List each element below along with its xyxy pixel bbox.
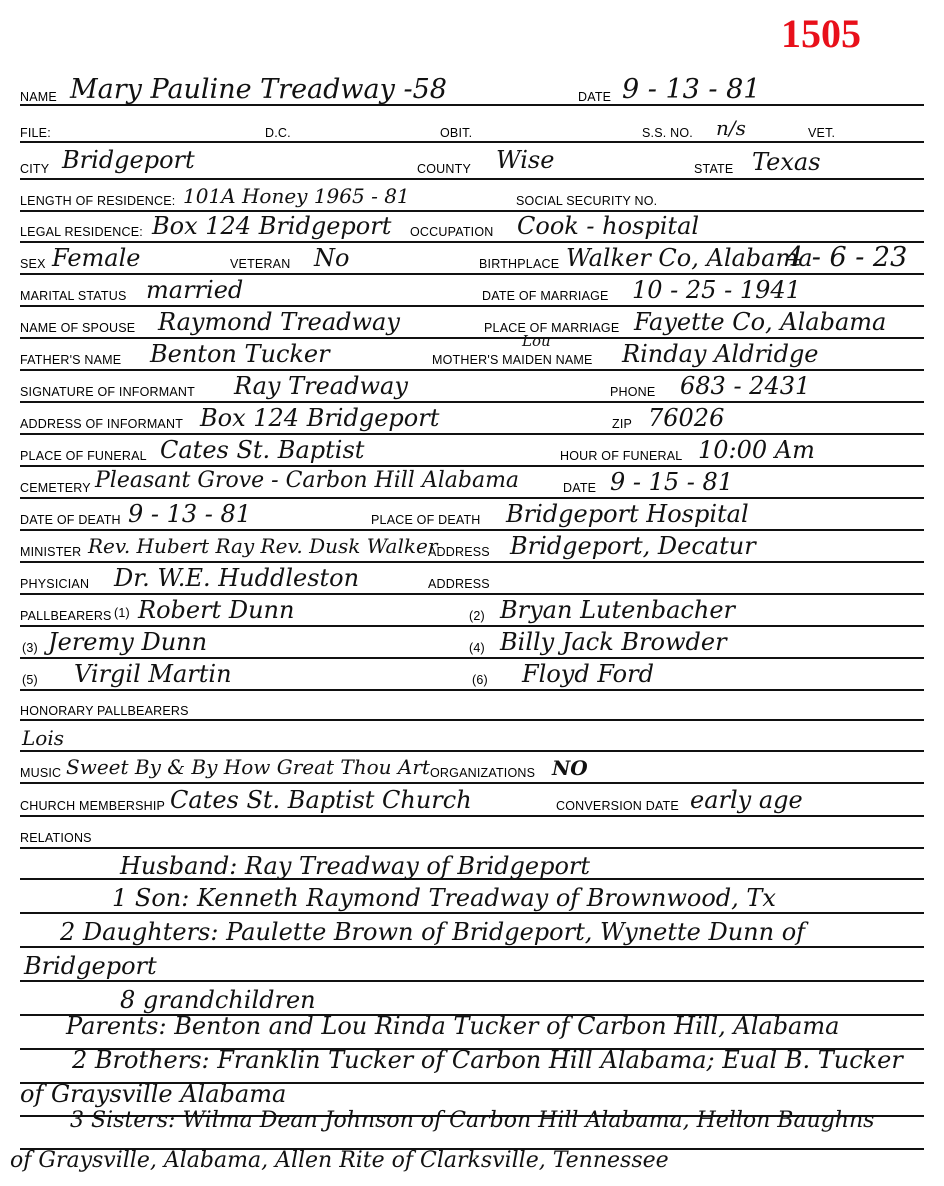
value-birthplace: Walker Co, Alabama — [566, 244, 813, 272]
label-place-of-marriage: PLACE OF MARRIAGE — [484, 321, 620, 335]
value-pallbearer-6: Floyd Ford — [522, 660, 654, 688]
value-pallbearer-3: Jeremy Dunn — [48, 628, 208, 656]
label-pallbearer-2: (2) — [469, 609, 485, 623]
relations-line: of Graysville, Alabama, Allen Rite of Clarksville, Tennessee — [10, 1148, 669, 1173]
label-pallbearers: PALLBEARERS — [20, 609, 112, 623]
label-vet: VET. — [808, 126, 836, 140]
label-hour-of-funeral: HOUR OF FUNERAL — [560, 449, 683, 463]
relations-line: 1 Son: Kenneth Raymond Treadway of Brownwood, Tx — [112, 884, 776, 912]
value-hour-of-funeral: 10:00 Am — [698, 436, 815, 464]
value-phone: 683 - 2431 — [680, 372, 811, 400]
label-date-cemetery: DATE — [563, 481, 597, 495]
form-rule — [20, 529, 924, 531]
label-file: FILE: — [20, 126, 51, 140]
label-fathers-name: FATHER'S NAME — [20, 353, 122, 367]
value-date: 9 - 13 - 81 — [622, 74, 761, 105]
value-city: Bridgeport — [62, 146, 195, 174]
label-mothers-maiden-name: MOTHER'S MAIDEN NAME — [432, 353, 593, 367]
value-conversion-date: early age — [690, 786, 803, 814]
value-date-of-marriage: 10 - 25 - 1941 — [632, 276, 801, 304]
value-organizations: NO — [552, 756, 588, 780]
label-state: STATE — [694, 162, 734, 176]
form-rule — [20, 782, 924, 784]
form-rule — [20, 561, 924, 563]
label-address-minister: ADDRESS — [428, 545, 490, 559]
label-honorary-pallbearers: HONORARY PALLBEARERS — [20, 704, 189, 718]
label-church-membership: CHURCH MEMBERSHIP — [20, 799, 166, 813]
value-state: Texas — [752, 148, 821, 176]
label-occupation: OCCUPATION — [410, 225, 494, 239]
value-place-of-marriage: Fayette Co, Alabama — [634, 308, 887, 336]
form-rule — [20, 657, 924, 659]
value-place-of-death: Bridgeport Hospital — [506, 500, 749, 528]
form-rule — [20, 497, 924, 499]
label-place-of-funeral: PLACE OF FUNERAL — [20, 449, 147, 463]
label-name-of-spouse: NAME OF SPOUSE — [20, 321, 136, 335]
value-pallbearer-5: Virgil Martin — [74, 660, 232, 688]
label-pallbearer-5: (5) — [22, 673, 38, 687]
value-marital-status: married — [146, 276, 244, 304]
form-rule — [20, 305, 924, 307]
form-rule — [20, 141, 924, 143]
value-birth-date: 4 - 6 - 23 — [786, 242, 908, 273]
value-pallbearer-1: Robert Dunn — [138, 596, 295, 624]
value-address-minister: Bridgeport, Decatur — [510, 532, 756, 560]
label-physician: PHYSICIAN — [20, 577, 90, 591]
value-music: Sweet By & By How Great Thou Art — [66, 755, 430, 779]
label-city: CITY — [20, 162, 50, 176]
label-relations: RELATIONS — [20, 831, 92, 845]
value-minister: Rev. Hubert Ray Rev. Dusk Walker — [88, 534, 438, 558]
form-rule — [20, 433, 924, 435]
relations-line: Husband: Ray Treadway of Bridgeport — [120, 852, 591, 880]
form-rule — [20, 912, 924, 914]
label-cemetery: CEMETERY — [20, 481, 91, 495]
value-name-of-spouse: Raymond Treadway — [158, 308, 400, 336]
label-length-residence: LENGTH OF RESIDENCE: — [20, 194, 176, 208]
value-place-of-funeral: Cates St. Baptist — [160, 436, 365, 464]
label-date-of-death: DATE OF DEATH — [20, 513, 121, 527]
label-date-of-marriage: DATE OF MARRIAGE — [482, 289, 609, 303]
label-birthplace: BIRTHPLACE — [479, 257, 560, 271]
form-rule — [20, 815, 924, 817]
form-rule — [20, 337, 924, 339]
label-place-of-death: PLACE OF DEATH — [371, 513, 481, 527]
document-number: 1505 — [781, 11, 861, 56]
label-zip: ZIP — [612, 417, 633, 431]
form-rule — [20, 625, 924, 627]
form-rule — [20, 689, 924, 691]
label-phone: PHONE — [610, 385, 656, 399]
label-pallbearer-1: (1) — [114, 606, 130, 620]
value-date-cemetery: 9 - 15 - 81 — [610, 468, 734, 496]
label-pallbearer-4: (4) — [469, 641, 485, 655]
label-date: DATE — [578, 90, 612, 104]
value-honorary-pallbearers: Lois — [22, 726, 64, 750]
label-pallbearer-6: (6) — [472, 673, 488, 687]
relations-line: 2 Brothers: Franklin Tucker of Carbon Hill Alabama; Eual B. Tucker — [72, 1046, 903, 1074]
value-legal-residence: Box 124 Bridgeport — [152, 212, 392, 240]
value-length-residence: 101A Honey 1965 - 81 — [183, 184, 410, 208]
label-veteran: VETERAN — [230, 257, 291, 271]
form-rule — [20, 980, 924, 982]
form-rule — [20, 719, 924, 721]
relations-line: 2 Daughters: Paulette Brown of Bridgeport, Wynette Dunn of — [60, 918, 806, 946]
value-mothers-maiden-name-note: Lou — [522, 332, 551, 350]
form-rule — [20, 401, 924, 403]
value-fathers-name: Benton Tucker — [150, 340, 330, 368]
form-rule — [20, 273, 924, 275]
value-sex: Female — [52, 244, 141, 272]
label-conversion-date: CONVERSION DATE — [556, 799, 679, 813]
value-church-membership: Cates St. Baptist Church — [170, 786, 472, 814]
form-rule — [20, 946, 924, 948]
label-ssno: S.S. NO. — [642, 126, 693, 140]
form-rule — [20, 750, 924, 752]
value-signature-informant: Ray Treadway — [234, 372, 408, 400]
label-name: NAME — [20, 90, 57, 104]
label-address-informant: ADDRESS OF INFORMANT — [20, 417, 184, 431]
form-rule — [20, 593, 924, 595]
form-rule — [20, 465, 924, 467]
label-music: MUSIC — [20, 766, 62, 780]
label-pallbearer-3: (3) — [22, 641, 38, 655]
label-obit: OBIT. — [440, 126, 473, 140]
label-signature-informant: SIGNATURE OF INFORMANT — [20, 385, 195, 399]
value-date-of-death: 9 - 13 - 81 — [128, 500, 252, 528]
value-occupation: Cook - hospital — [517, 212, 700, 240]
label-organizations: ORGANIZATIONS — [430, 766, 536, 780]
value-county: Wise — [496, 146, 555, 174]
value-mothers-maiden-name: Rinday Aldridge — [622, 340, 819, 368]
value-name: Mary Pauline Treadway -58 — [70, 74, 447, 105]
label-marital-status: MARITAL STATUS — [20, 289, 127, 303]
value-zip: 76026 — [648, 404, 725, 432]
label-legal-residence: LEGAL RESIDENCE: — [20, 225, 143, 239]
label-minister: MINISTER — [20, 545, 82, 559]
value-ssno: n/s — [716, 116, 746, 140]
value-physician: Dr. W.E. Huddleston — [114, 564, 360, 592]
label-sex: SEX — [20, 257, 46, 271]
value-address-informant: Box 124 Bridgeport — [200, 404, 440, 432]
relations-line: 8 grandchildren — [120, 986, 316, 1014]
value-cemetery: Pleasant Grove - Carbon Hill Alabama — [95, 468, 520, 493]
value-pallbearer-4: Billy Jack Browder — [500, 628, 727, 656]
value-pallbearer-2: Bryan Lutenbacher — [500, 596, 736, 624]
relations-line: of Graysville Alabama — [20, 1080, 287, 1108]
relations-line: 3 Sisters: Wilma Dean Johnson of Carbon Hill Alabama, Hellon Baughns — [70, 1108, 875, 1133]
relations-line: Bridgeport — [24, 952, 157, 980]
label-address-physician: ADDRESS — [428, 577, 490, 591]
label-social-security: SOCIAL SECURITY NO. — [516, 194, 658, 208]
relations-line: Parents: Benton and Lou Rinda Tucker of Carbon Hill, Alabama — [66, 1012, 840, 1040]
form-rule — [20, 847, 924, 849]
label-dc: D.C. — [265, 126, 291, 140]
form-rule — [20, 178, 924, 180]
value-veteran: No — [314, 244, 350, 272]
label-county: COUNTY — [417, 162, 471, 176]
form-rule — [20, 369, 924, 371]
